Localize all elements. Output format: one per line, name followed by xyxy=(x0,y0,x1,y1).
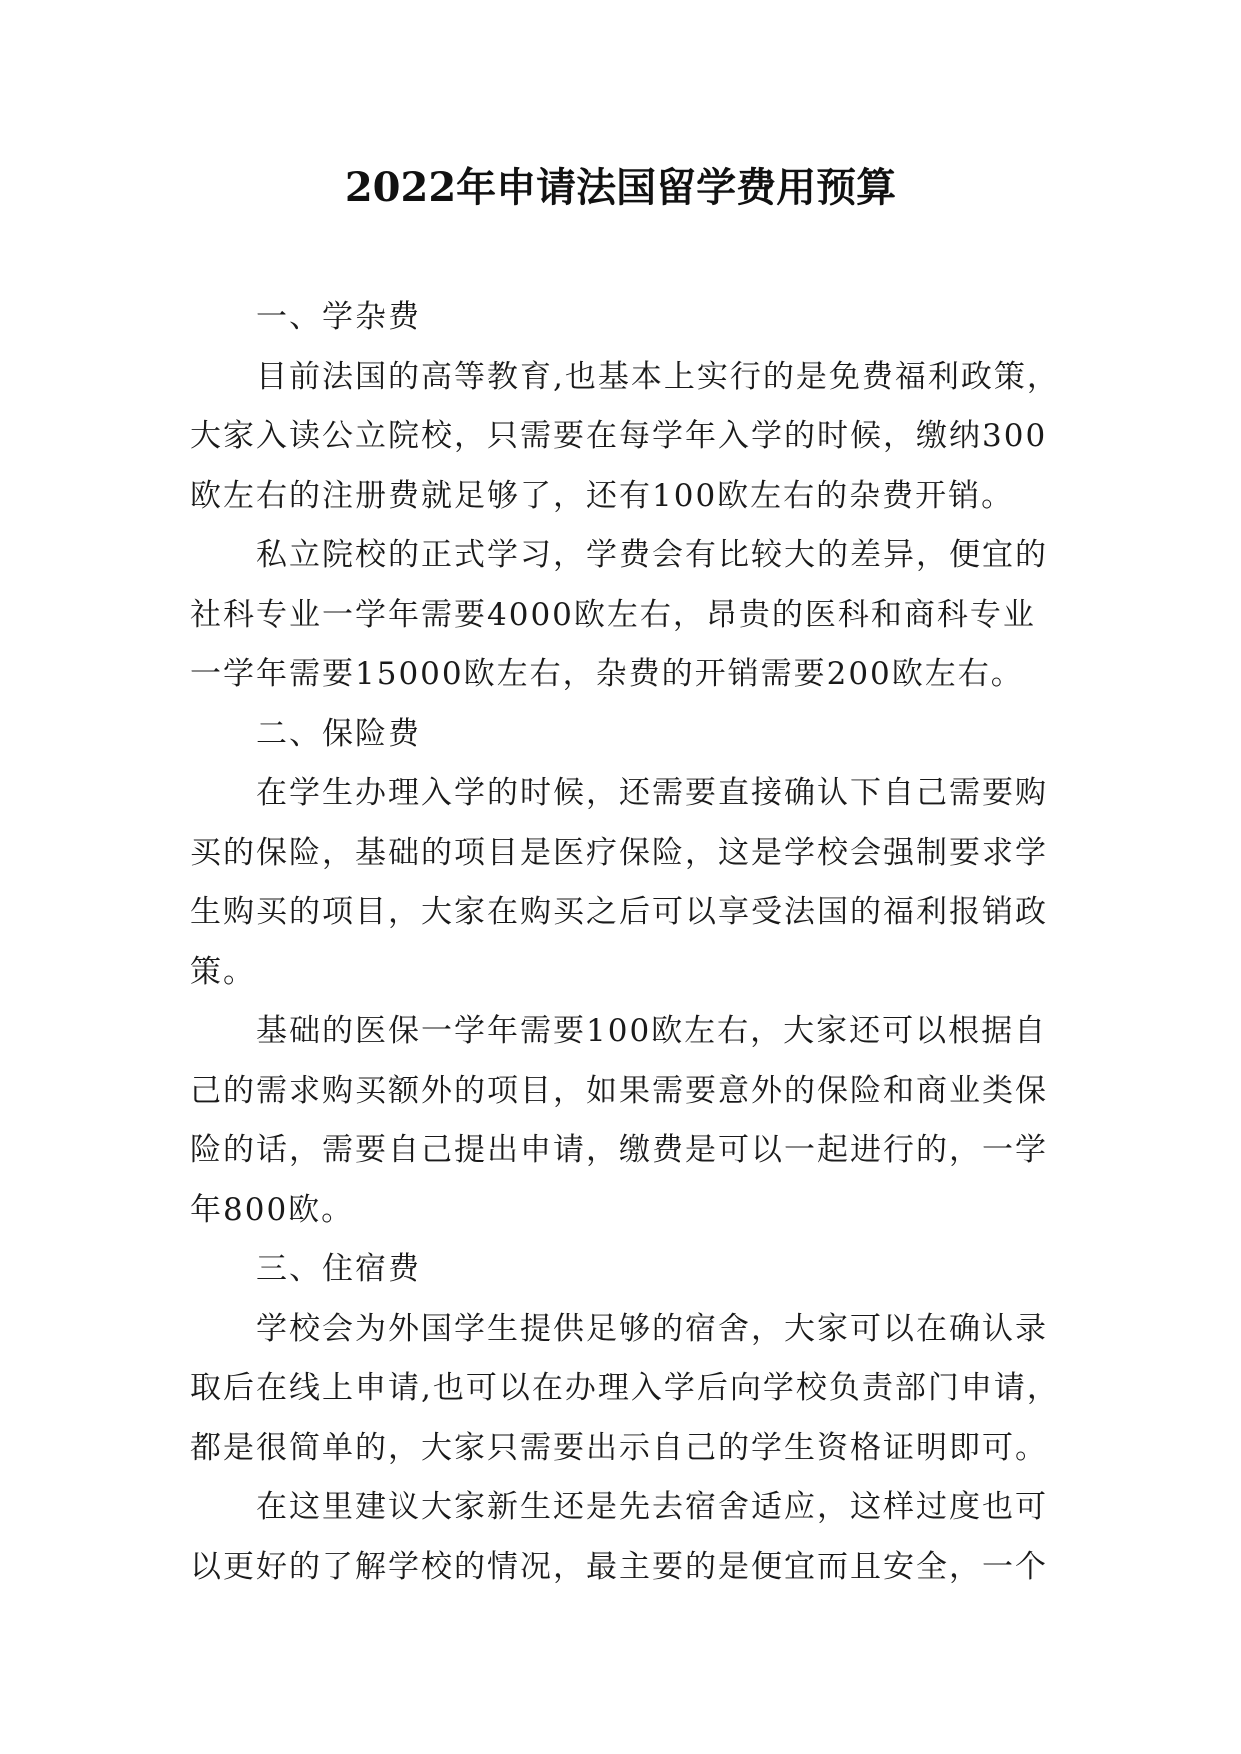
text-line: 在这里建议大家新生还是先去宿舍适应，这样过度也可 xyxy=(256,1489,1048,1525)
paragraph xyxy=(190,348,1060,527)
paragraph xyxy=(190,1478,1048,1597)
text-line: 私立院校的正式学习，学费会有比较大的差异，便宜的 xyxy=(256,537,1048,573)
text-line: 社科专业一学年需要4000欧左右，昂贵的医科和商科专业 xyxy=(190,596,1036,633)
text-line: 取后在线上申请,也可以在办理入学后向学校负责部门申请， xyxy=(190,1370,1060,1406)
paragraph xyxy=(190,764,1048,1002)
document-title: 2022年申请法国留学费用预算 xyxy=(344,164,897,211)
text-line: 策。 xyxy=(190,953,256,990)
text-line: 买的保险，基础的项目是医疗保险，这是学校会强制要求学 xyxy=(190,834,1048,871)
text-line: 一学年需要15000欧左右，杂费的开销需要200欧左右。 xyxy=(190,656,1024,692)
text-line: 欧左右的注册费就足够了，还有100欧左右的杂费开销。 xyxy=(190,477,1015,514)
document-body xyxy=(190,288,1060,1597)
text-line: 年800欧。 xyxy=(190,1191,355,1228)
text-line: 目前法国的高等教育,也基本上实行的是免费福利政策， xyxy=(256,358,1060,395)
section-heading-accommodation: 三、住宿费 xyxy=(256,1251,421,1287)
section-heading-insurance: 二、保险费 xyxy=(256,715,421,752)
paragraph xyxy=(190,1300,1060,1479)
section-heading-tuition: 一、学杂费 xyxy=(256,299,421,335)
text-line: 在学生办理入学的时候，还需要直接确认下自己需要购 xyxy=(256,775,1048,811)
text-line: 险的话，需要自己提出申请，缴费是可以一起进行的，一学 xyxy=(190,1132,1048,1168)
paragraph xyxy=(190,526,1048,705)
text-line: 己的需求购买额外的项目，如果需要意外的保险和商业类保 xyxy=(190,1072,1048,1109)
text-line: 大家入读公立院校，只需要在每学年入学的时候，缴纳300 xyxy=(190,418,1048,454)
text-line: 基础的医保一学年需要100欧左右，大家还可以根据自 xyxy=(256,1013,1048,1049)
text-line: 都是很简单的，大家只需要出示自己的学生资格证明即可。 xyxy=(190,1429,1048,1466)
text-line: 生购买的项目，大家在购买之后可以享受法国的福利报销政 xyxy=(190,894,1048,930)
text-line: 学校会为外国学生提供足够的宿舍，大家可以在确认录 xyxy=(256,1310,1048,1347)
paragraph xyxy=(190,1002,1048,1240)
text-line: 以更好的了解学校的情况，最主要的是便宜而且安全，一个 xyxy=(190,1548,1048,1585)
